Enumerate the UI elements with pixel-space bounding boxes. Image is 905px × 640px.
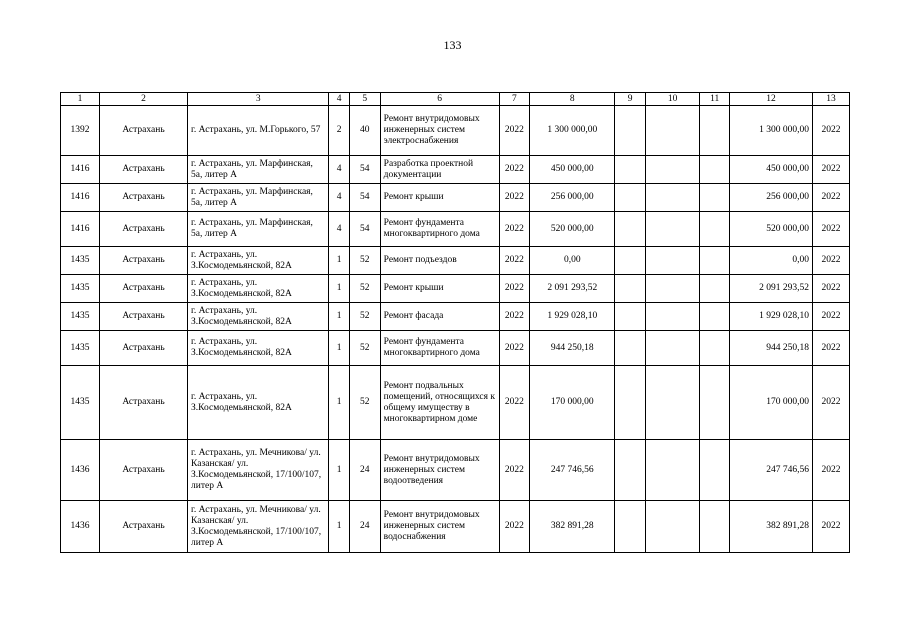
cell-year: 2022: [499, 106, 530, 156]
column-header: 8: [530, 93, 615, 106]
column-header: 2: [99, 93, 187, 106]
cell-work-type: Ремонт внутридомовых инженерных систем электроснабжения: [380, 106, 499, 156]
cell-col-11: [700, 212, 730, 247]
cell-floors: 4: [329, 212, 349, 247]
cell-cost-fund: 247 746,56: [730, 440, 813, 501]
cell-year: 2022: [499, 366, 530, 440]
cell-cost-fund: 2 091 293,52: [730, 275, 813, 303]
cell-cost-fund: 170 000,00: [730, 366, 813, 440]
cell-col-9: [615, 501, 646, 553]
cell-year: 2022: [499, 184, 530, 212]
cell-year-end: 2022: [813, 303, 850, 331]
cell-col-11: [700, 331, 730, 366]
table-row: [61, 184, 850, 212]
cell-year: 2022: [499, 440, 530, 501]
cell-city: Астрахань: [99, 501, 187, 553]
cell-cost-total: 2 091 293,52: [530, 275, 615, 303]
cell-cost-total: 450 000,00: [530, 156, 615, 184]
cell-work-type: Ремонт внутридомовых инженерных систем водоснабжения: [380, 501, 499, 553]
cell-apartments: 54: [349, 156, 380, 184]
cell-year: 2022: [499, 247, 530, 275]
cell-col-9: [615, 184, 646, 212]
cell-col-11: [700, 303, 730, 331]
cell-cost-total: 944 250,18: [530, 331, 615, 366]
cell-address: г. Астрахань, ул. З.Космодемьянской, 82А: [188, 366, 329, 440]
cell-apartments: 24: [349, 440, 380, 501]
cell-city: Астрахань: [99, 106, 187, 156]
cell-year-end: 2022: [813, 440, 850, 501]
cell-col-11: [700, 184, 730, 212]
cell-cost-fund: 944 250,18: [730, 331, 813, 366]
column-header: 5: [349, 93, 380, 106]
cell-col-9: [615, 212, 646, 247]
cell-floors: 1: [329, 303, 349, 331]
cell-col-10: [646, 366, 700, 440]
cell-year-end: 2022: [813, 366, 850, 440]
cell-year-end: 2022: [813, 501, 850, 553]
cell-year: 2022: [499, 303, 530, 331]
cell-work-type: Ремонт крыши: [380, 275, 499, 303]
cell-apartments: 54: [349, 184, 380, 212]
table-row: [61, 331, 850, 366]
cell-col-10: [646, 247, 700, 275]
cell-number: 1436: [61, 501, 100, 553]
cell-col-9: [615, 366, 646, 440]
cell-year-end: 2022: [813, 247, 850, 275]
cell-year: 2022: [499, 212, 530, 247]
cell-number: 1416: [61, 184, 100, 212]
cell-apartments: 52: [349, 303, 380, 331]
cell-work-type: Ремонт внутридомовых инженерных систем водоотведения: [380, 440, 499, 501]
cell-apartments: 24: [349, 501, 380, 553]
cell-apartments: 54: [349, 212, 380, 247]
cell-col-11: [700, 247, 730, 275]
cell-cost-fund: 256 000,00: [730, 184, 813, 212]
cell-col-10: [646, 501, 700, 553]
table-row: [61, 440, 850, 501]
cell-apartments: 52: [349, 331, 380, 366]
cell-cost-total: 0,00: [530, 247, 615, 275]
cell-number: 1435: [61, 331, 100, 366]
cell-floors: 2: [329, 106, 349, 156]
cell-year-end: 2022: [813, 156, 850, 184]
cell-col-10: [646, 303, 700, 331]
cell-number: 1435: [61, 275, 100, 303]
cell-number: 1392: [61, 106, 100, 156]
cell-address: г. Астрахань, ул. Мечникова/ ул. Казанская/ ул. З.Космодемьянской, 17/100/107, литер А: [188, 440, 329, 501]
cell-address: г. Астрахань, ул. Марфинская, 5а, литер А: [188, 184, 329, 212]
cell-work-type: Ремонт фасада: [380, 303, 499, 331]
cell-city: Астрахань: [99, 275, 187, 303]
column-header: 3: [188, 93, 329, 106]
cell-work-type: Ремонт фундамента многоквартирного дома: [380, 212, 499, 247]
column-header: 1: [61, 93, 100, 106]
column-header: 12: [730, 93, 813, 106]
cell-floors: 1: [329, 275, 349, 303]
cell-city: Астрахань: [99, 156, 187, 184]
table-row: [61, 212, 850, 247]
cell-col-9: [615, 440, 646, 501]
cell-cost-total: 256 000,00: [530, 184, 615, 212]
cell-year: 2022: [499, 501, 530, 553]
cell-col-11: [700, 440, 730, 501]
cell-col-9: [615, 303, 646, 331]
cell-col-10: [646, 440, 700, 501]
column-header: 7: [499, 93, 530, 106]
column-header: 4: [329, 93, 349, 106]
cell-address: г. Астрахань, ул. Марфинская, 5а, литер А: [188, 156, 329, 184]
cell-city: Астрахань: [99, 247, 187, 275]
cell-cost-total: 247 746,56: [530, 440, 615, 501]
cell-cost-fund: 520 000,00: [730, 212, 813, 247]
cell-col-9: [615, 156, 646, 184]
cell-col-10: [646, 156, 700, 184]
cell-apartments: 40: [349, 106, 380, 156]
cell-floors: 1: [329, 247, 349, 275]
cell-cost-total: 170 000,00: [530, 366, 615, 440]
cell-number: 1416: [61, 212, 100, 247]
cell-cost-total: 382 891,28: [530, 501, 615, 553]
cell-year: 2022: [499, 156, 530, 184]
cell-address: г. Астрахань, ул. З.Космодемьянской, 82А: [188, 247, 329, 275]
cell-year-end: 2022: [813, 184, 850, 212]
cell-number: 1435: [61, 247, 100, 275]
cell-col-10: [646, 106, 700, 156]
cell-col-10: [646, 212, 700, 247]
cell-year-end: 2022: [813, 275, 850, 303]
cell-work-type: Ремонт фундамента многоквартирного дома: [380, 331, 499, 366]
column-header: 13: [813, 93, 850, 106]
cell-number: 1435: [61, 303, 100, 331]
cell-col-10: [646, 331, 700, 366]
table-row: [61, 501, 850, 553]
cell-city: Астрахань: [99, 366, 187, 440]
cell-apartments: 52: [349, 366, 380, 440]
cell-address: г. Астрахань, ул. Марфинская, 5а, литер А: [188, 212, 329, 247]
cell-city: Астрахань: [99, 303, 187, 331]
cell-cost-total: 1 300 000,00: [530, 106, 615, 156]
cell-year: 2022: [499, 275, 530, 303]
cell-apartments: 52: [349, 247, 380, 275]
cell-number: 1436: [61, 440, 100, 501]
cell-col-10: [646, 275, 700, 303]
cell-work-type: Ремонт подвальных помещений, относящихся к общему имуществу в многоквартирном доме: [380, 366, 499, 440]
column-header: 9: [615, 93, 646, 106]
cell-city: Астрахань: [99, 184, 187, 212]
cell-address: г. Астрахань, ул. Мечникова/ ул. Казанская/ ул. З.Космодемьянской, 17/100/107, литер А: [188, 501, 329, 553]
cell-work-type: Разработка проектной документации: [380, 156, 499, 184]
cell-cost-fund: 0,00: [730, 247, 813, 275]
table-row: [61, 303, 850, 331]
cell-cost-total: 520 000,00: [530, 212, 615, 247]
cell-col-9: [615, 247, 646, 275]
cell-floors: 4: [329, 184, 349, 212]
cell-cost-fund: 1 300 000,00: [730, 106, 813, 156]
cell-col-11: [700, 156, 730, 184]
cell-year: 2022: [499, 331, 530, 366]
table-row: [61, 366, 850, 440]
cell-work-type: Ремонт крыши: [380, 184, 499, 212]
cell-address: г. Астрахань, ул. З.Космодемьянской, 82А: [188, 303, 329, 331]
cell-city: Астрахань: [99, 331, 187, 366]
column-header: 10: [646, 93, 700, 106]
cell-cost-fund: 382 891,28: [730, 501, 813, 553]
table-row: [61, 275, 850, 303]
cell-col-11: [700, 106, 730, 156]
cell-col-10: [646, 184, 700, 212]
column-header: 11: [700, 93, 730, 106]
cell-address: г. Астрахань, ул. З.Космодемьянской, 82А: [188, 275, 329, 303]
cell-city: Астрахань: [99, 212, 187, 247]
table-row: [61, 106, 850, 156]
cell-col-11: [700, 501, 730, 553]
cell-address: г. Астрахань, ул. М.Горького, 57: [188, 106, 329, 156]
cell-col-11: [700, 275, 730, 303]
cell-col-9: [615, 331, 646, 366]
cell-cost-total: 1 929 028,10: [530, 303, 615, 331]
header-row: [61, 93, 850, 106]
cell-floors: 4: [329, 156, 349, 184]
cell-col-9: [615, 106, 646, 156]
cell-cost-fund: 1 929 028,10: [730, 303, 813, 331]
page-number: 133: [443, 38, 462, 52]
repair-schedule-table: [60, 92, 850, 553]
cell-city: Астрахань: [99, 440, 187, 501]
cell-col-9: [615, 275, 646, 303]
table-row: [61, 247, 850, 275]
cell-floors: 1: [329, 501, 349, 553]
column-header: 6: [380, 93, 499, 106]
cell-year-end: 2022: [813, 106, 850, 156]
cell-floors: 1: [329, 440, 349, 501]
cell-work-type: Ремонт подъездов: [380, 247, 499, 275]
cell-number: 1416: [61, 156, 100, 184]
cell-apartments: 52: [349, 275, 380, 303]
table-row: [61, 156, 850, 184]
cell-number: 1435: [61, 366, 100, 440]
cell-floors: 1: [329, 366, 349, 440]
cell-cost-fund: 450 000,00: [730, 156, 813, 184]
cell-col-11: [700, 366, 730, 440]
cell-address: г. Астрахань, ул. З.Космодемьянской, 82А: [188, 331, 329, 366]
cell-year-end: 2022: [813, 212, 850, 247]
cell-year-end: 2022: [813, 331, 850, 366]
cell-floors: 1: [329, 331, 349, 366]
